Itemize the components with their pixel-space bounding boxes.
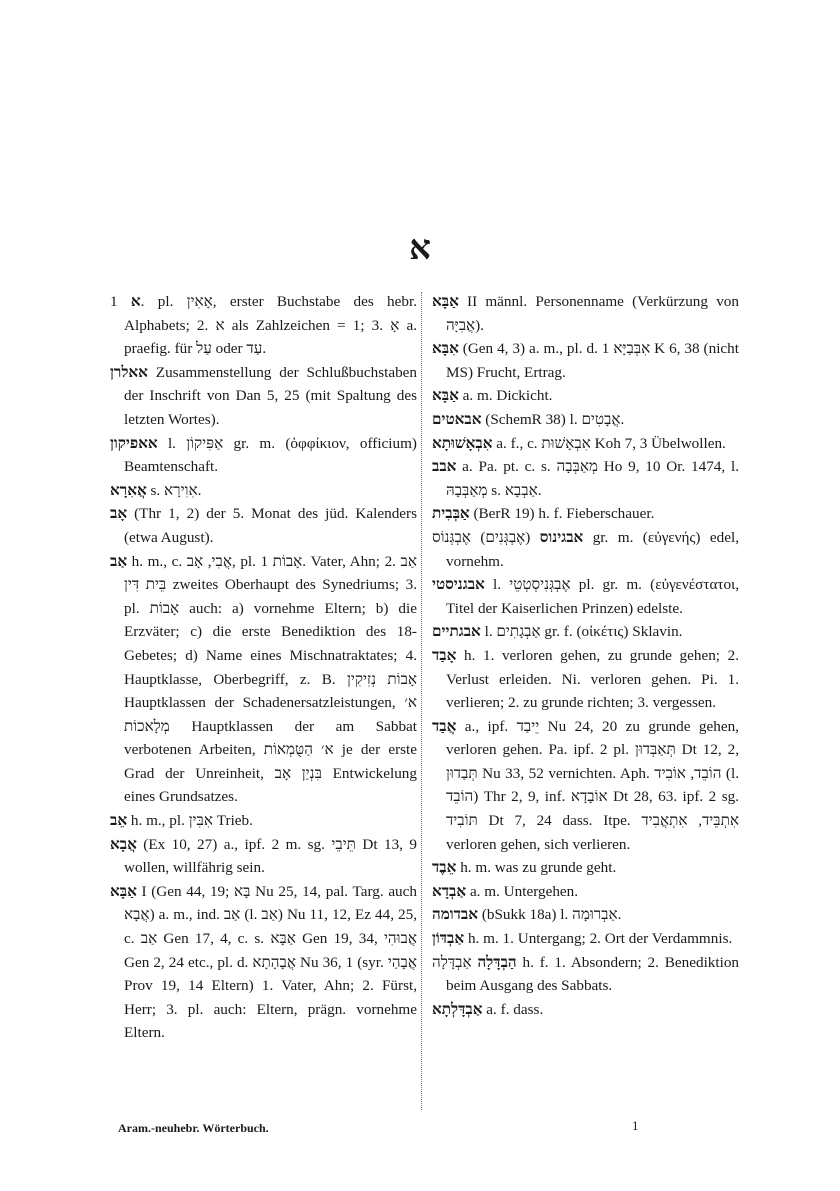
footer-book-title: Aram.-neuhebr. Wörterbuch.	[118, 1121, 269, 1135]
entry-headword: אֲבָא	[110, 835, 137, 853]
entry-headword: א	[130, 293, 141, 310]
entry-text: l. אַפִּיקוֹן gr. m. (ὀφφίκιον, officium) Beamtenschaft.	[124, 434, 417, 476]
dictionary-entry	[110, 432, 417, 479]
left-column	[110, 290, 417, 1045]
page-number: 1	[632, 1118, 639, 1133]
entry-text: s. אִוִירָא.	[146, 481, 202, 499]
dictionary-entry	[432, 455, 739, 502]
dictionary-entry	[432, 432, 739, 456]
entry-text: (BerR 19) h. f. Fieberschauer.	[469, 505, 655, 523]
entry-headword: אַבְדָא	[432, 882, 467, 900]
entry-text: a. Pa. pt. c. s. מְאַבְּבָה Ho 9, 10 Or. 1474, l. מְאַבְּבָהּ s. אַבְבָא.	[446, 458, 739, 499]
entry-text: a., ipf. יֵיבַד Nu 24, 20 zu grunde gehen, verloren gehen. Pa. ipf. 2 pl. תְּאַבְּדוּן Dt 12, 2, תְּבַדוּן Nu 33, 52 vernichten. Aph. הוֹבֵד, אוֹבִיד (l. הוֹבֵד) Thr 2, 9, inf. אוֹבָדָא Dt 28, 63. ipf. 2 sg. תּוֹבִיד Dt 7, 24 dass. Itpe. אִתְבֵּיד, אִתְאֲבִיד verloren gehen, sich verlieren.	[446, 717, 740, 853]
entry-headword: אאלרן	[110, 363, 148, 381]
column-divider	[421, 292, 422, 1110]
entry-text: (אֶבְגְּנִים) אֶבְגְּנוֹס gr. m. (εὐγενής) edel, vornehm.	[432, 528, 739, 570]
entry-text: אַבְדָּלָה h. f. 1. Absondern; 2. Benediktion beim Ausgang des Sabbats.	[432, 953, 740, 995]
dictionary-entry	[110, 290, 417, 361]
entry-text: I (Gen 44, 19; בָּא Nu 25, 14, pal. Targ. auch אֲבָא) a. m., ind. אַב (l. אַב) Nu 11, 12, Ez 44, 25, c. אַב Gen 17, 4, c. s. אַבָּא Gen 19, 34, אֲבוּהִי Gen 2, 24 etc., pl. d. אֲבָהָתָא Nu 36, 1 (syr. אֲבָהַי Prov 19, 14 Eltern) 1. Vater, Ahn; 2. Fürst, Herr; 3. pl. auch: Eltern, prägn. vornehme Eltern.	[124, 882, 417, 1042]
dictionary-entry	[110, 502, 417, 549]
entry-headword: אַבְּבִית	[432, 505, 470, 523]
dictionary-entry	[110, 361, 417, 432]
entry-headword: אֵבֶד	[432, 859, 457, 877]
dictionary-entry	[432, 502, 739, 526]
entry-text: l. אַבְגָתִים gr. f. (οἰκέτις) Sklavin.	[480, 623, 683, 641]
entry-headword: אבגתיים	[432, 623, 481, 641]
entry-text: a. f., c. אִבְאָשׁוּת Koh 7, 3 Übelwollen.	[492, 434, 726, 452]
entry-text: l. אֶבְגְּנִיסְטְטֵי pl. gr. m. (εὐγενέστατοι, Titel der Kaiserlichen Prinzen) edelste.	[446, 576, 739, 617]
entry-headword: אַבָּא	[432, 387, 459, 405]
entry-text: h. m. 1. Untergang; 2. Ort der Verdammnis.	[464, 930, 733, 948]
dictionary-entry	[432, 337, 739, 384]
entry-headword: אבאטים	[432, 410, 482, 428]
entry-text: h. 1. verloren gehen, zu grunde gehen; 2. Verlust erleiden. Ni. verloren gehen. Pi. 1. verlieren; 2. zu grunde richten; 3. vergessen.	[446, 646, 739, 712]
entry-text: (Thr 1, 2) der 5. Monat des jüd. Kalenders (etwa August).	[124, 505, 417, 546]
dictionary-entry	[110, 550, 417, 810]
entry-headword: אַבְדּוֹן	[432, 930, 465, 948]
entry-headword: אאפיקון	[110, 434, 158, 452]
dictionary-entry	[110, 880, 417, 1045]
entry-text: a. m. Dickicht.	[458, 387, 553, 405]
entry-text: a. f. dass.	[482, 1000, 544, 1018]
entry-headword: אַבְדָּלְתָא	[432, 1000, 483, 1018]
right-column	[432, 290, 739, 1021]
entry-headword: אֲבַד	[432, 717, 457, 735]
page-letter-heading: א	[409, 228, 431, 268]
entry-headword: אבגניסטי	[432, 576, 485, 594]
entry-headword: אֵב	[110, 812, 128, 830]
dictionary-entry	[432, 856, 739, 880]
entry-headword: אִבְאָשׁוּתָא	[432, 434, 493, 452]
dictionary-entry	[432, 384, 739, 408]
entry-text: II männl. Personenname (Verkürzung von אֲבִיָּה).	[446, 293, 739, 334]
entry-headword: אָב	[110, 505, 128, 523]
dictionary-entry	[432, 903, 739, 927]
entry-headword: אֲאִרָא	[110, 481, 147, 499]
entry-headword: אַבָּא	[432, 293, 459, 310]
entry-text: a. m. Untergehen.	[466, 882, 579, 900]
entry-text: Zusammenstellung der Schlußbuchstaben der Inschrift von Dan 5, 25 (mit Spaltung des letzten Wortes).	[124, 363, 417, 428]
entry-headword: אבגינוס	[539, 528, 584, 546]
entry-headword: אַבָּא	[110, 882, 137, 900]
entry-text: (bSukk 18a) l. אַבְרוּמָה.	[478, 906, 622, 924]
entry-headword: הַבְדָּלָה	[477, 953, 517, 971]
entry-text: h. m., pl. אִבִּין Trieb.	[127, 812, 253, 830]
entry-headword: אבב	[432, 458, 457, 476]
entry-text: h. m., c. אֲבִי, אָב, pl. אָבוֹת 1. Vater, Ahn; 2. אַב בֵּית דִּין zweites Oberhaupt des Synedriums; 3. pl. אָבוֹת auch: a) vornehme Eltern; b) die Erzväter; c) die erste Benediktion des 18-Gebetes; d) Name eines Mischnatraktates; 4. Hauptklasse, Oberbegriff, z. B. אָבוֹת נְזִיקִין Hauptklassen der Schadenersatzleistungen, א׳ מְלָאכוֹת Hauptklassen der am Sabbat verbotenen Arbeiten, א׳ הַטֻּמְאוֹת je der erste Grad der Unreinheit, בִּנְיַן אָב Entwickelung eines Grundsatzes.	[124, 552, 418, 806]
entry-headword: אִבָּא	[432, 340, 459, 358]
dictionary-entry	[432, 951, 739, 998]
entry-text: h. m. was zu grunde geht.	[456, 859, 617, 877]
entry-text: (Gen 4, 3) a. m., pl. d. אִבְּבַיָּא 1 K 6, 38 (nicht MS) Frucht, Ertrag.	[446, 340, 739, 381]
dictionary-entry	[110, 809, 417, 833]
dictionary-entry	[110, 833, 417, 880]
dictionary-entry	[432, 526, 739, 573]
entry-headword: אָבַד	[432, 646, 457, 664]
dictionary-entry	[110, 479, 417, 503]
dictionary-entry	[432, 644, 739, 715]
dictionary-entry	[432, 998, 739, 1022]
entry-text: (Ex 10, 27) a., ipf. 2 m. sg. תֵּיבֵי Dt 13, 9 wollen, willfährig sein.	[124, 835, 418, 877]
entry-text: (SchemR 38) l. אֲבָטִים.	[481, 410, 625, 428]
entry-text: 1. pl. אָאִין, erster Buchstabe des hebr. Alphabets; 2. א als Zahlzeichen = 1; 3. אָ a. praefig. für עַל oder עַד.	[110, 293, 417, 358]
dictionary-entry	[432, 620, 739, 644]
dictionary-entry	[432, 290, 739, 337]
entry-headword: אבדומה	[432, 906, 479, 924]
dictionary-entry	[432, 573, 739, 620]
entry-headword: אַב	[110, 552, 128, 570]
dictionary-entry	[432, 408, 739, 432]
dictionary-entry	[432, 715, 739, 857]
dictionary-entry	[432, 927, 739, 951]
dictionary-entry	[432, 880, 739, 904]
